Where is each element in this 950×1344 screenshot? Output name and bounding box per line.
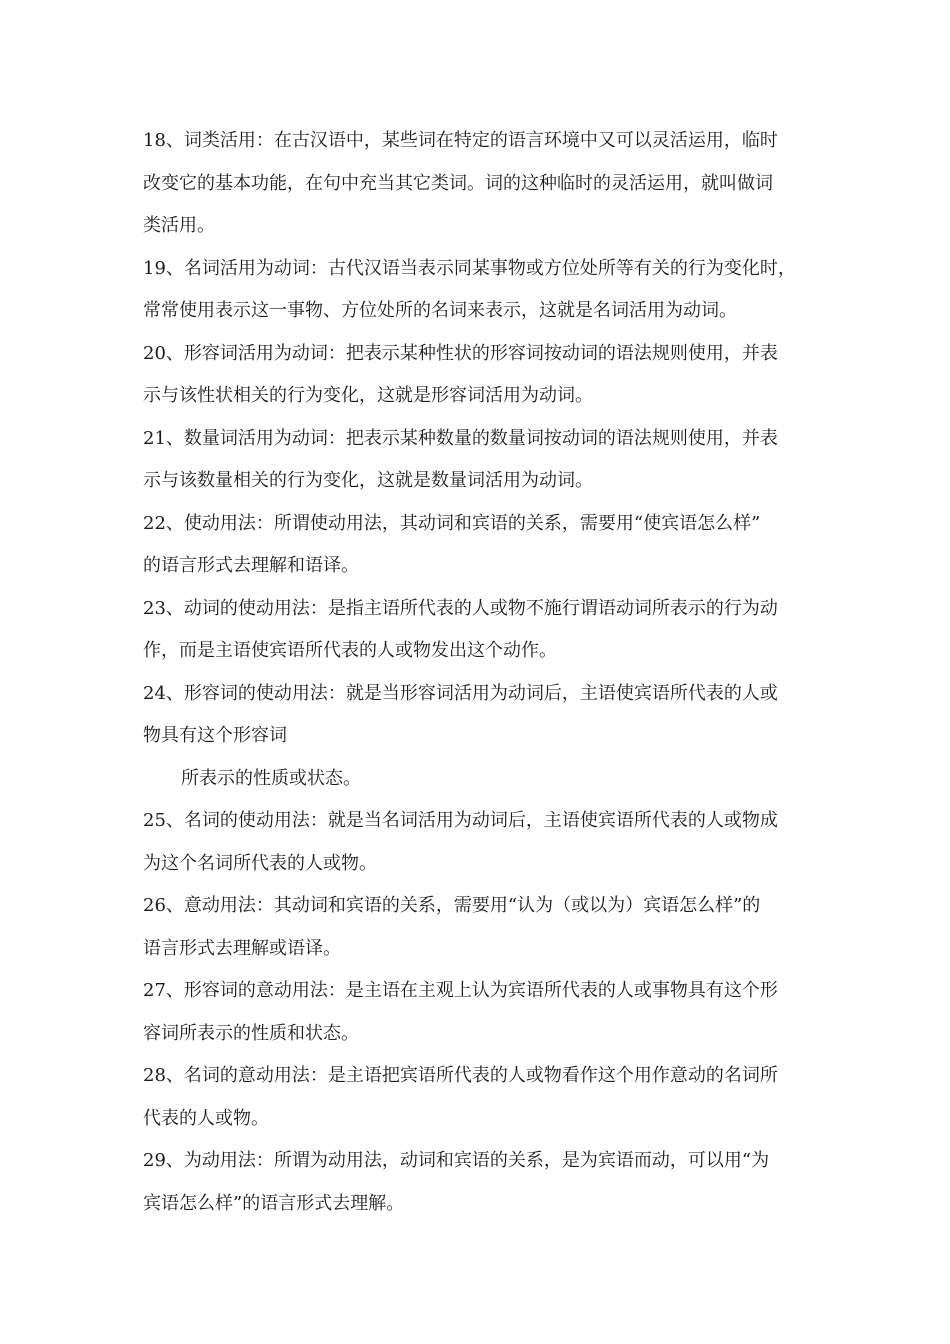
text-line: 代表的人或物。 bbox=[143, 1107, 269, 1129]
paragraph-p29 bbox=[143, 1140, 811, 1225]
paragraph-p24b bbox=[143, 758, 811, 801]
paragraph-p28 bbox=[143, 1055, 811, 1140]
text-line: 27、形容词的意动用法：是主语在主观上认为宾语所代表的人或事物具有这个形 bbox=[143, 980, 778, 1001]
paragraph-p26 bbox=[143, 885, 811, 970]
text-line: 25、名词的使动用法：就是当名词活用为动词后，主语使宾语所代表的人或物成 bbox=[143, 810, 778, 831]
text-line: 示与该性状相关的行为变化，这就是形容词活用为动词。 bbox=[143, 385, 593, 406]
paragraph-p19 bbox=[143, 248, 811, 333]
text-line: 28、名词的意动用法：是主语把宾语所代表的人或物看作这个用作意动的名词所 bbox=[143, 1065, 778, 1086]
text-line: 18、词类活用：在古汉语中，某些词在特定的语言环境中又可以灵活运用，临时 bbox=[143, 130, 778, 151]
text-line: 语言形式去理解或语译。 bbox=[143, 937, 341, 959]
paragraph-p22 bbox=[143, 503, 811, 588]
paragraph-p24 bbox=[143, 673, 811, 758]
text-line: 19、名词活用为动词：古代汉语当表示同某事物或方位处所等有关的行为变化时， bbox=[143, 257, 796, 279]
paragraph-p25 bbox=[143, 800, 811, 885]
text-line: 作，而是主语使宾语所代表的人或物发出这个动作。 bbox=[143, 640, 557, 661]
text-line: 改变它的基本功能，在句中充当其它类词。词的这种临时的灵活运用，就叫做词 bbox=[143, 172, 773, 194]
text-line: 示与该数量相关的行为变化，这就是数量词活用为动词。 bbox=[143, 470, 593, 491]
text-line: 所表示的性质或状态。 bbox=[181, 767, 361, 789]
paragraph-p21 bbox=[143, 418, 811, 503]
text-line: 物具有这个形容词 bbox=[143, 725, 287, 746]
paragraph-p20 bbox=[143, 333, 811, 418]
text-line: 22、使动用法：所谓使动用法，其动词和宾语的关系，需要用“使宾语怎么样” bbox=[143, 512, 761, 534]
text-line: 宾语怎么样”的语言形式去理解。 bbox=[143, 1192, 405, 1214]
text-line: 容词所表示的性质和状态。 bbox=[143, 1022, 359, 1044]
text-line: 类活用。 bbox=[143, 215, 215, 236]
document-body bbox=[143, 120, 811, 1225]
paragraph-p18 bbox=[143, 120, 811, 248]
text-line: 的语言形式去理解和语译。 bbox=[143, 555, 359, 576]
paragraph-p27 bbox=[143, 970, 811, 1055]
text-line: 21、数量词活用为动词：把表示某种数量的数量词按动词的语法规则使用，并表 bbox=[143, 427, 778, 449]
text-line: 24、形容词的使动用法：就是当形容词活用为动词后，主语使宾语所代表的人或 bbox=[143, 682, 778, 704]
text-line: 为这个名词所代表的人或物。 bbox=[143, 852, 377, 874]
text-line: 29、为动用法：所谓为动用法，动词和宾语的关系，是为宾语而动，可以用“为 bbox=[143, 1150, 770, 1171]
paragraph-p23 bbox=[143, 588, 811, 673]
text-line: 20、形容词活用为动词：把表示某种性状的形容词按动词的语法规则使用，并表 bbox=[143, 342, 778, 364]
text-line: 常常使用表示这一事物、方位处所的名词来表示，这就是名词活用为动词。 bbox=[143, 300, 737, 321]
text-line: 26、意动用法：其动词和宾语的关系，需要用“认为（或以为）宾语怎么样”的 bbox=[143, 895, 761, 916]
text-line: 23、动词的使动用法：是指主语所代表的人或物不施行谓语动词所表示的行为动 bbox=[143, 597, 778, 619]
